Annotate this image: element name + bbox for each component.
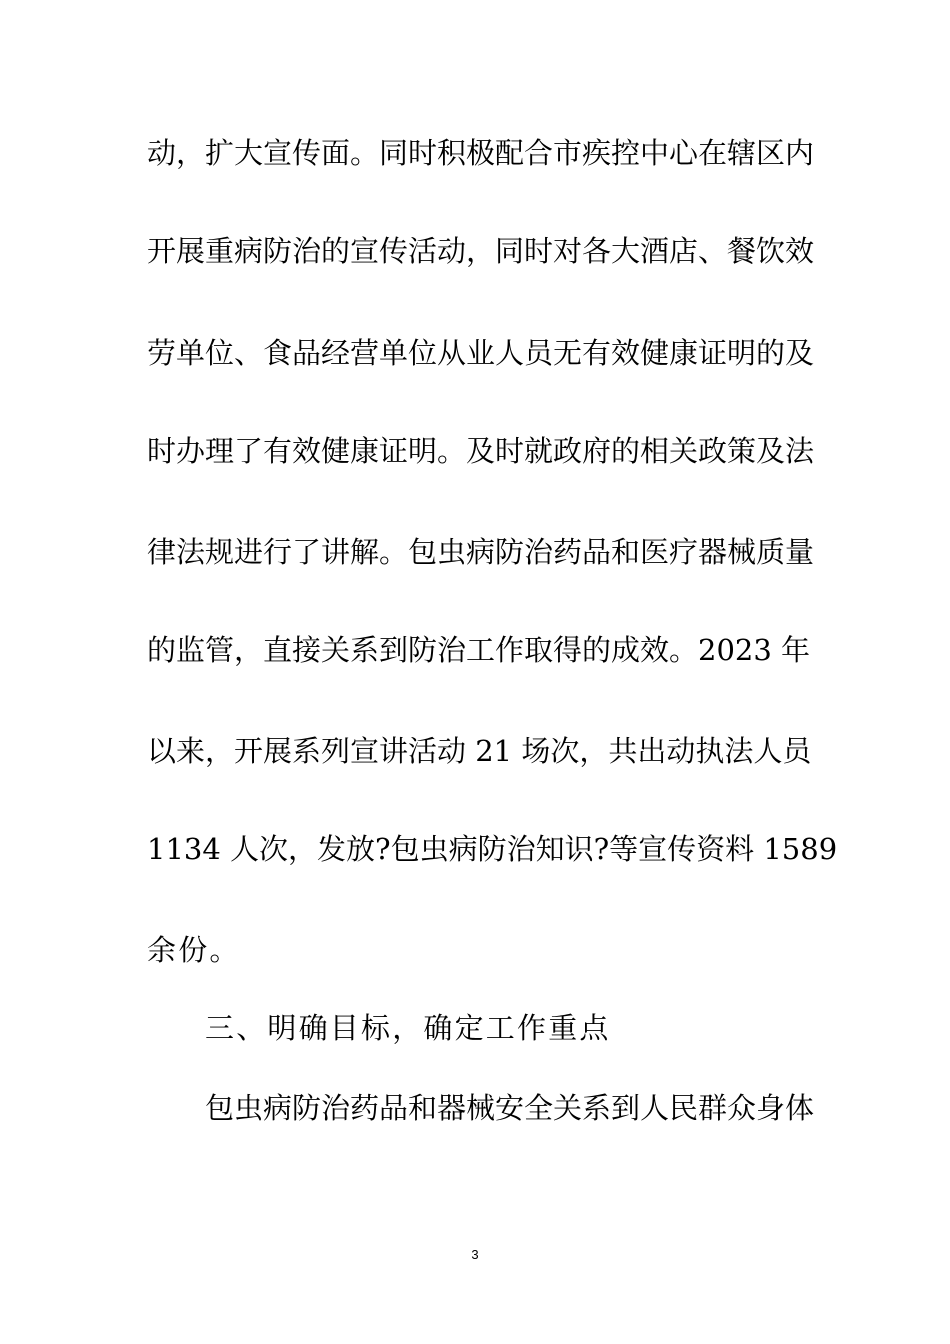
body-line-1: 动，扩大宣传面。同时积极配合市疾控中心在辖区内	[147, 136, 815, 170]
section-heading: 三、明确目标，确定工作重点	[205, 1011, 611, 1045]
body-line-6: 的监管，直接关系到防治工作取得的成效。2023 年	[147, 633, 811, 667]
body-line-2: 开展重病防治的宣传活动，同时对各大酒店、餐饮效	[147, 234, 815, 268]
body-line-8: 1134 人次，发放?包虫病防治知识?等宣传资料 1589	[147, 832, 838, 866]
body-line-9: 余份。	[147, 933, 241, 967]
body-line-4: 时办理了有效健康证明。及时就政府的相关政策及法	[147, 434, 815, 468]
paragraph-start: 包虫病防治药品和器械安全关系到人民群众身体	[205, 1091, 815, 1125]
body-line-3: 劳单位、食品经营单位从业人员无有效健康证明的及	[147, 336, 815, 370]
body-line-7: 以来，开展系列宣讲活动 21 场次，共出动执法人员	[147, 734, 812, 768]
body-line-5: 律法规进行了讲解。包虫病防治药品和医疗器械质量	[147, 535, 815, 569]
page-number: 3	[471, 1247, 479, 1262]
